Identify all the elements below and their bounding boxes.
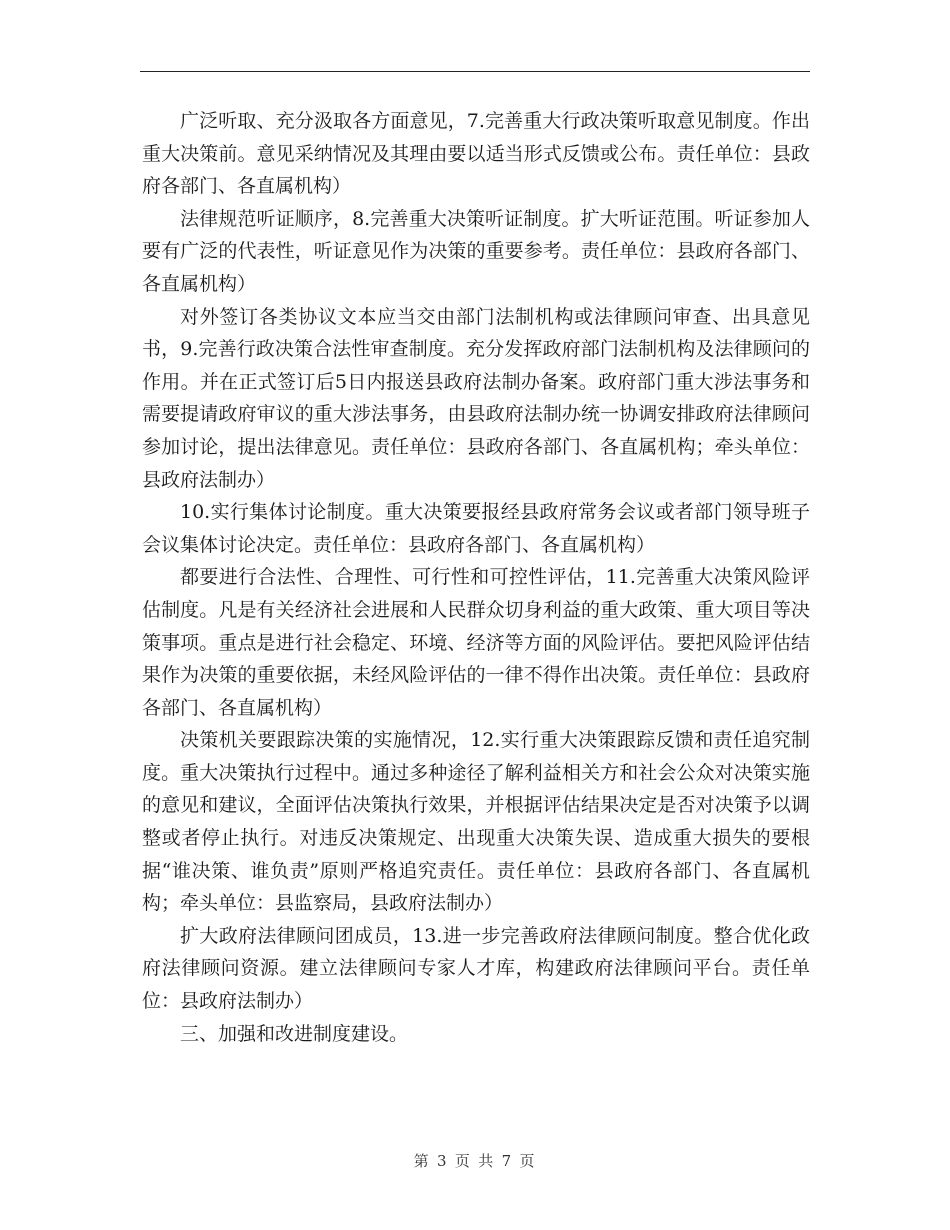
paragraph-4: 10.实行集体讨论制度。重大决策要报经县政府常务会议或者部门领导班子会议集体讨论决定。责任单位：县政府各部门、各直属机构） <box>142 501 810 556</box>
paragraph-5: 都要进行合法性、合理性、可行性和可控性评估，11.完善重大决策风险评估制度。凡是有关经济社会进展和人民群众切身利益的重大政策、重大项目等决策事项。重点是进行社会稳定、环境、经济等方面的风险评估。要把风险评估结果作为决策的重要依据，未经风险评估的一律不得作出决策。责任单位：县政府各部门、各直属机构） <box>142 566 810 719</box>
header-rule <box>140 71 810 72</box>
paragraph-1: 广泛听取、充分汲取各方面意见，7.完善重大行政决策听取意见制度。作出重大决策前。意见采纳情况及其理由要以适当形式反馈或公布。责任单位：县政府各部门、各直属机构） <box>142 110 810 198</box>
paragraph-2: 法律规范听证顺序，8.完善重大决策听证制度。扩大听证范围。听证参加人要有广泛的代表性，听证意见作为决策的重要参考。责任单位：县政府各部门、各直属机构） <box>142 207 810 295</box>
paragraph-7: 扩大政府法律顾问团成员，13.进一步完善政府法律顾问制度。整合优化政府法律顾问资源。建立法律顾问专家人才库，构建政府法律顾问平台。责任单位：县政府法制办） <box>142 924 810 1013</box>
paragraph-6: 决策机关要跟踪决策的实施情况，12.实行重大决策跟踪反馈和责任追究制度。重大决策执行过程中。通过多种途径了解利益相关方和社会公众对决策实施的意见和建议，全面评估决策执行效果，并根据评估结果决定是否对决策予以调整或者停止执行。对违反决策规定、出现重大决策失误、造成重大损失的要根据“谁决策、谁负责”原则严格追究责任。责任单位：县政府各部门、各直属机构；牵头单位：县监察局，县政府法制办） <box>142 729 810 915</box>
paragraph-8: 三、加强和改进制度建设。 <box>180 1022 409 1045</box>
paragraph-3: 对外签订各类协议文本应当交由部门法制机构或法律顾问审查、出具意见书，9.完善行政决策合法性审查制度。充分发挥政府部门法制机构及法律顾问的作用。并在正式签订后5日内报送县政府法制办备案。政府部门重大涉法事务和需要提请政府审议的重大涉法事务，由县政府法制办统一协调安排政府法律顾问参加讨论，提出法律意见。责任单位：县政府各部门、各直属机构；牵头单位：县政府法制办） <box>142 305 810 491</box>
page-footer: 第 3 页 共 7 页 <box>413 1152 537 1170</box>
document-body <box>142 105 810 1050</box>
